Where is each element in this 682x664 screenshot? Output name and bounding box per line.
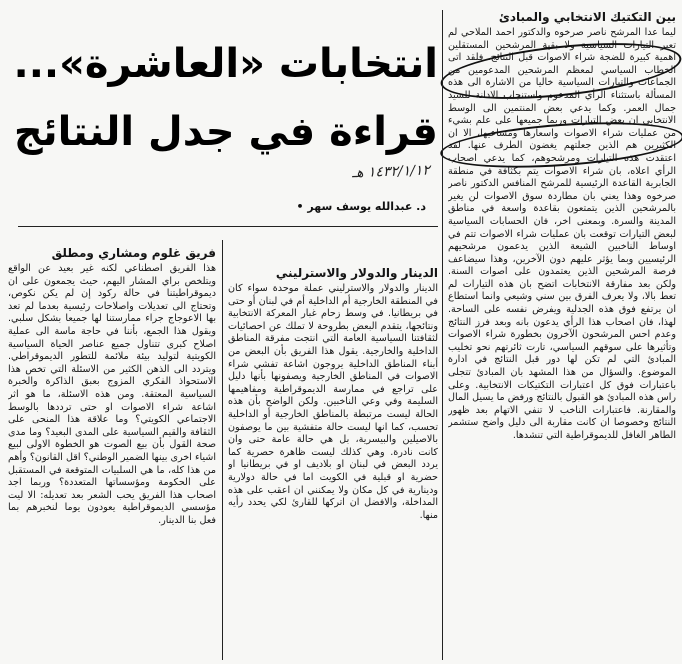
- column-right-heading: بين التكتيك الانتخابي والمبادئ: [498, 10, 676, 24]
- column-middle-heading: الدينار والدولار والاسترليني: [275, 266, 438, 280]
- column-divider-left: [222, 240, 223, 660]
- headline-line-1: انتخابات «العاشرة»...: [13, 41, 438, 87]
- column-right: [448, 10, 676, 660]
- column-left: [8, 246, 216, 658]
- column-right-text: ليما عدا المرشح ناصر صرخوه والدكتور احمد الملاحي لم تعبر التيارات السياسية ولا بقية المرشحين المستقلين اهمية كبيرة للضجة شراء الاصوات قبل النتائج. فلقد اتى الخطاب السياسي لمعظم المرشحين المدعومين من الجماعات والتيارات السياسية خاليا من الاشارة الى هذه المسألة باستثناء الرأي المدعوم واستنجاب الادانة للسيد جمال العمر. وكما يدعي بعض المنتمين الى الوسط الانتخابي ان بعض التيارات وربما جميعها على علم بشيء من عمليات شراء الاصوات واسعارها ومساعيها، الا ان الكثيرين هم الذين جعلتهم يغضون الطرف عنها. لقد اعتقدت هذه التيارات ومرشحوهم، كما يدعي اصحاب الرأي اعلاه، بان شراء الاصوات يتم بكثافة في منطقة الجابرية القاعدة الرئيسية للمرشح المنافس الدكتور ناصر صرخوه وهذا يعني بان مطاردة سوق الاصوات لن يغير بالمرشحين الذين يتمتعون بقاعدة واسعة في مناطق المدينة والسرة. وبمعنى اخر، فان الحسابات السياسية لبعض التيارات توقعت بان عمليات شراء الاصوات تتم في اوساط الناخبين الشيعة الذين يدعمون مرشحيهم الرئيسيين وبما يؤثر عليهم دون الآخرين، وهذا سيضاعف فرصة المرشحين الذين يعتمدون على اصوات السنة. ولكن بعد مفارقة الانتخابات اتضح بان هذه التيارات لم تعط بالا، ولا يعرف الفرق بين سني وشيعي وانما استطاع ان يرتفع فوق هذه الجدلية ويفرض نفسه على الساحة. لهذا، فان اصحاب هذا الرأي يدعون بانه وبعد فرز النتائج وعدم احس المرشحون الآخرون بخطورة شراء الاصوات وتأثيرها على سوقهم السياسي، تارت ثائرتهم نحو تخليب المبادئ التي لم تكن لها دور قبل النتائج في ادارة الموضوع. والسؤال من هذا المشهد بان المبادئ تتجلى باعتبارات فوق كل اعتبارات التكتيكات الانتخابية. وعلى راس هذه المبادئ هو القبول بالنتائج ورفض ما يسيل المال والمقارنة. فاعتبارات الناخب لا تنفي الاتهام بعد ظهور النتائج وخصوصا ان كانت مقاربة الى دليل واضح ستشمر الطاهر الغافل للديموقراطية التي تنشدها.: [448, 27, 676, 441]
- column-middle-text: الدينار والدولار والاسترليني عملة موحدة سواء كان في المنطقة الخارجية أم الداخلية أم في لبنان أو حتى في بريطانيا. في وسط زحام غبار المعركة الانتخابية ونتائجها، يتقدم البعض بطروحة لا تملك عن احصائيات لثقافتنا السياسية العامة التي انتجت مفرقة المناطق الداخلية والخارجية. يقول هذا الفريق بأن البعض من أبناء المناطق الداخلية يروجون اشاعة تفشي شراء الاصوات في المناطق الخارجية ويصفونها بأنها دليل على تراجع في ممارسة الديموقراطية ومفاهيمها السليمة وفي وعي الناخبين. ولكن الواضح بأن هذه الحالة ليست مرتبطة بالمناطق الخارجية أو الداخلية تحسب، كما انها ليست حالة متفشية بين ما يوصفون بالاصيلين والبيسرية، بل هي حالة عامة حتى وان كانت نادرة. وهي كذلك ليست ظاهرة حصرية كما يردد البعض في لبنان او بلاديف او في بريطانيا او حضرية او قبلية في الكويت اما في حالة دولارية ودينارية في كل مكان ولا يمكنني ان اعقب على هذه المداخلة، والافضل ان اتركها للقارئ لكي يحدد رأيه منها.: [228, 283, 438, 521]
- column-left-heading: فريق غلوم ومشاري ومطلق: [51, 246, 216, 260]
- column-left-text: هذا الفريق اصطناعي لكنه غير بعيد عن الواقع ويتلخص براي المشار اليهم، حيث يجمعون على ان ديموقراطيتنا في حالة ركود إن لم يكن نكوص، وتحتاج الى تعديلات واصلاحات رئيسية بعدما لم تعد بها الاعوجاج جراء ممارستنا لها جميعا بشكل سلبي. ويقول هذا الجمع، بأننا في حاجة ماسة الى عملية اصلاح كبرى تتناول جميع عناصر الحياة السياسية الكويتية لتوليد بيئة ملائمة للتطور الديموقراطي. ويتردد الى الذهن الكثير من الاسئلة التي تخص هذا الاستحواذ الفكري المزوج بعبق الذاكرة والخبرة السياسية المعتقة. ومن هذه الاسئلة، ما هو اثر اشاعة شراء الاصوات او حتى ترددها بالوسط الاجتماعي الكويتي؟ وما علاقة هذا المنحى على الثقافة والقيم السياسية على المدى البعيد؟ وما مدى صحة القول بأن بيع الصوت هو الخطوة الاولى لبيع اشياء اخرى بينها الضمير الوطني؟ اقل القانون؟ وأهم من هذا كله، ما هي السلبيات المتوقعة في المستقبل على الحكومة ومؤسساتها المتعددة؟ وربما اجد اصحاب هذا الفريق يحب الشعر بعد تعديله: الا ليت مؤسسي الديموقراطية يعودون يوما لنخبرهم بما فعل بنا الدينار.: [8, 263, 216, 526]
- headline-divider: [18, 226, 438, 227]
- headline-line-2: قراءة في جدل النتائج: [13, 109, 438, 155]
- byline: د. عبدالله يوسف سهر •: [296, 200, 426, 213]
- column-middle: [228, 266, 438, 658]
- column-divider-right: [442, 10, 443, 660]
- handwritten-date: ١٤٣٢/١/١٢ هـ: [351, 162, 431, 182]
